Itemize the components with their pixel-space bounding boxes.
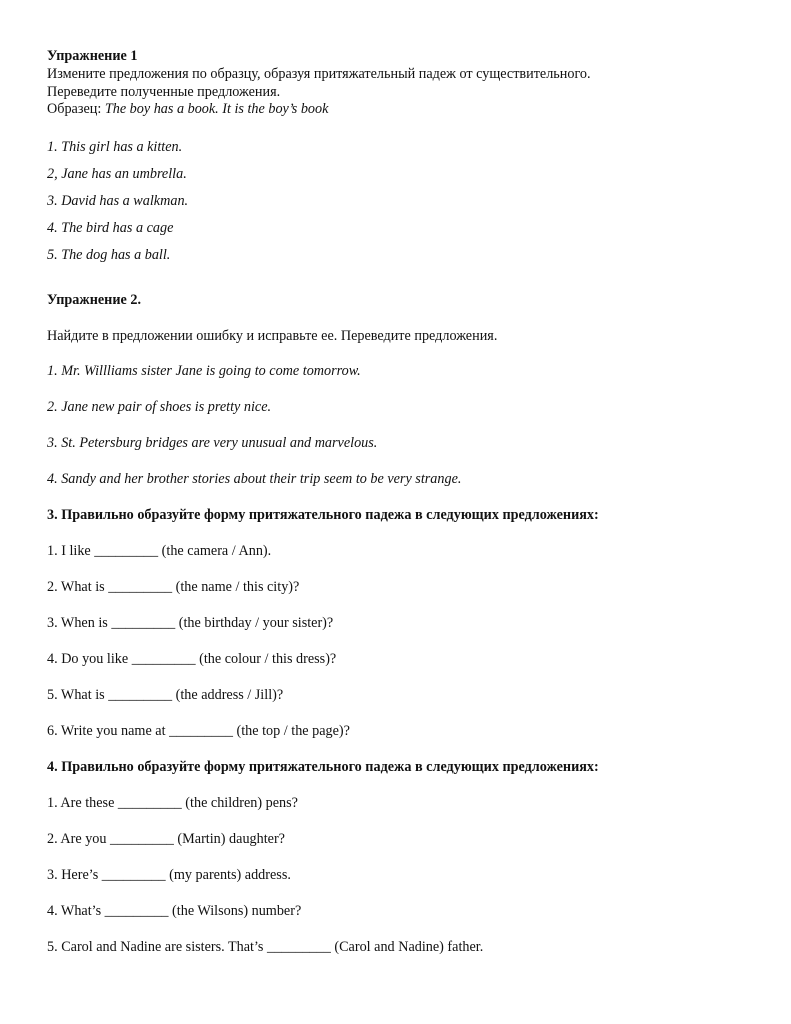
exercise-3-item-6: 6. Write you name at _________ (the top / the page)? [47, 723, 350, 739]
exercise-2-item-1: 1. Mr. Willliams sister Jane is going to come tomorrow. [47, 363, 361, 379]
exercise-4-item-5: 5. Carol and Nadine are sisters. That’s _________ (Carol and Nadine) father. [47, 939, 484, 955]
exercise-2-item-3: 3. St. Petersburg bridges are very unusual and marvelous. [47, 435, 378, 451]
exercise-3-item-4: 4. Do you like _________ (the colour / this dress)? [47, 651, 337, 667]
exercise-1-item-1: 1. This girl has a kitten. [47, 139, 183, 155]
exercise-1-item-4: 4. The bird has a cage [47, 220, 174, 236]
exercise-3-item-3: 3. When is _________ (the birthday / your sister)? [47, 615, 334, 631]
exercise-3-item-2: 2. What is _________ (the name / this city)? [47, 579, 300, 595]
exercise-2-instruction: Найдите в предложении ошибку и исправьте ее. Переведите предложения. [47, 328, 498, 344]
exercise-1-item-2: 2, Jane has an umbrella. [47, 166, 187, 182]
exercise-3-item-1: 1. I like _________ (the camera / Ann). [47, 543, 272, 559]
exercise-2-title: Упражнение 2. [47, 292, 141, 308]
exercise-3-item-5: 5. What is _________ (the address / Jill)? [47, 687, 284, 703]
exercise-1-title: Упражнение 1 [47, 48, 138, 64]
exercise-2-item-2: 2. Jane new pair of shoes is pretty nice. [47, 399, 272, 415]
exercise-1-instruction-line-1: Измените предложения по образцу, образуя притяжательный падеж от существительного. [47, 66, 591, 82]
exercise-1-item-3: 3. David has a walkman. [47, 193, 189, 209]
exercise-4-item-3: 3. Here’s _________ (my parents) address. [47, 867, 291, 883]
exercise-4-item-4: 4. What’s _________ (the Wilsons) number? [47, 903, 302, 919]
exercise-1-instruction-line-2: Переведите полученные предложения. [47, 84, 281, 100]
exercise-4-item-2: 2. Are you _________ (Martin) daughter? [47, 831, 285, 847]
exercise-1-sample [47, 100, 328, 118]
exercise-3-title: 3. Правильно образуйте форму притяжательного падежа в следующих предложениях: [47, 507, 599, 523]
exercise-4-title: 4. Правильно образуйте форму притяжательного падежа в следующих предложениях: [47, 759, 599, 775]
exercise-4-item-1: 1. Are these _________ (the children) pens? [47, 795, 298, 811]
exercise-1-item-5: 5. The dog has a ball. [47, 247, 171, 263]
exercise-2-item-4: 4. Sandy and her brother stories about their trip seem to be very strange. [47, 471, 462, 487]
sample-text: The boy has a book. It is the boy’s book [104, 101, 329, 117]
sample-label: Образец: [47, 101, 105, 117]
